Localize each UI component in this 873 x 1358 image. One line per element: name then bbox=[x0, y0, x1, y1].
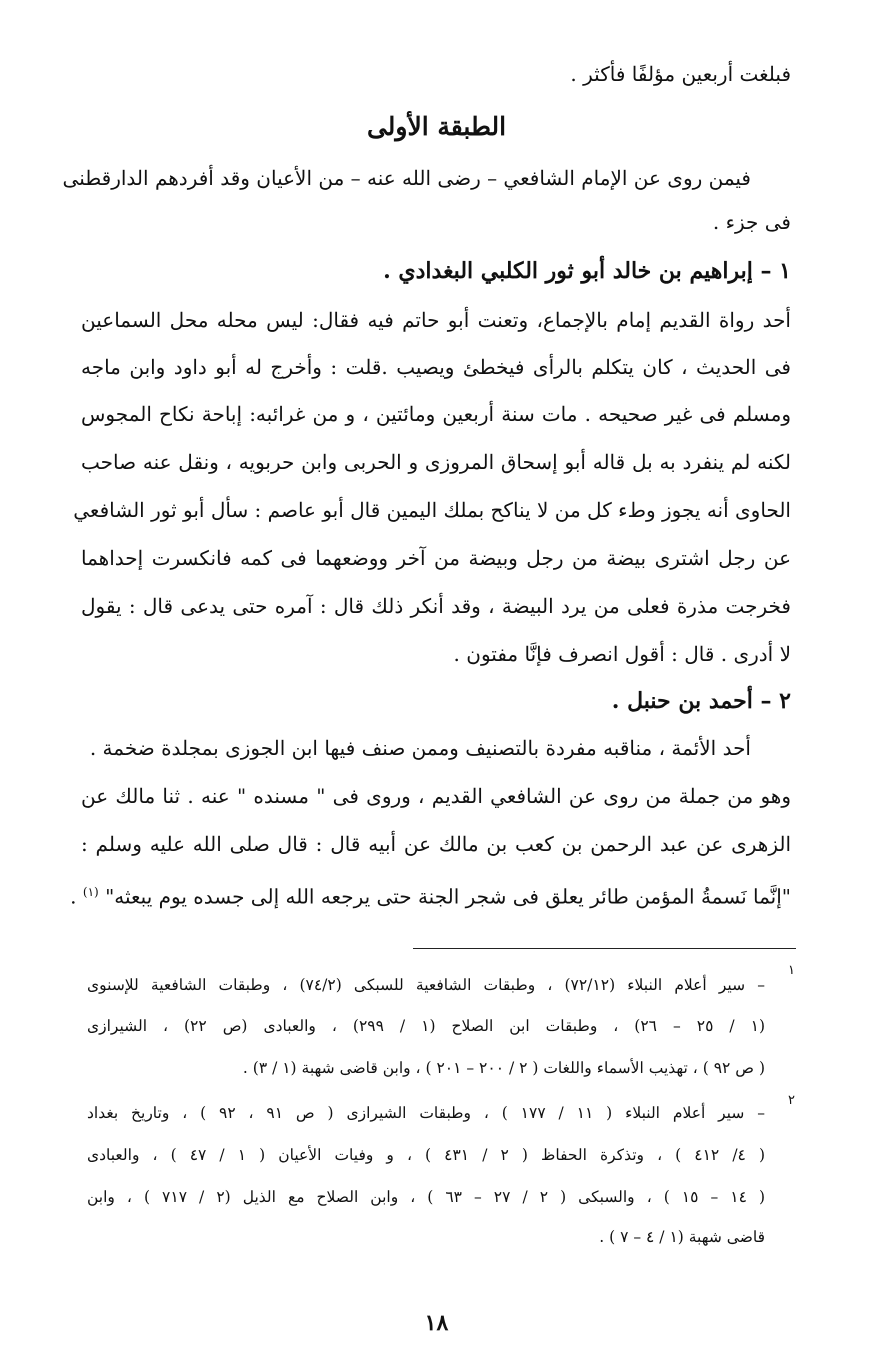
footnote-line: – سير أعلام النبلاء ( ١١ / ١٧٧ ) ، وطبقات الشيرازى ( ص ٩١ ، ٩٢ ) ، وتاريخ بغداد bbox=[87, 1104, 765, 1122]
entry-text-line: فخرجت مذرة فعلى من يرد البيضة ، وقد أنكر ذلك قال : آمره حتى يدعى قال : يقول bbox=[81, 594, 791, 618]
footnote-number: ٢ bbox=[788, 1093, 795, 1108]
footnote-reference: (١) bbox=[82, 885, 99, 899]
entry-title: إبراهيم بن خالد أبو ثور الكلبي البغدادي . bbox=[383, 258, 753, 284]
footnote-line: ( ص ٩٢ ) ، تهذيب الأسماء واللغات ( ٢ / ٢٠٠ – ٢٠١ ) ، وابن قاضى شهبة (١ / ٣) . bbox=[242, 1059, 765, 1077]
entry-text-line: الحاوى أنه يجوز وطء كل من لا يناكح بملك اليمين قال أبو عاصم : سأل أبو ثور الشافعي bbox=[73, 498, 791, 522]
footnote-line: ( ١٤ – ١٥ ) ، والسبكى ( ٢ / ٢٧ – ٦٣ ) ، وابن الصلاح مع الذيل (٢ / ٧١٧ ) ، وابن bbox=[87, 1188, 765, 1206]
entry-heading bbox=[81, 256, 791, 286]
entry-heading bbox=[81, 686, 791, 716]
entry-text-line: عن رجل اشترى بيضة من رجل وبيضة من آخر ووضعهما فى كمه فانكسرت إحداهما bbox=[81, 546, 791, 570]
section-title: الطبقة الأولى bbox=[366, 112, 507, 141]
entry-text-line: أحد الأئمة ، مناقبه مفردة بالتصنيف وممن صنف فيها ابن الجوزى بمجلدة ضخمة . bbox=[89, 736, 751, 760]
section-intro-line: فيمن روى عن الإمام الشافعي – رضى الله عنه – من الأعيان وقد أفردهم الدارقطنى bbox=[62, 166, 751, 190]
footnote-line: قاضى شهبة (١ / ٤ – ٧ ) . bbox=[599, 1228, 765, 1246]
entry-text-line: أحد رواة القديم إمام بالإجماع، وتعنت أبو حاتم فيه فقال: ليس محله محل السماعين bbox=[81, 308, 791, 332]
entry-text-line: لا أدرى . قال : أقول انصرف فإنَّا مفتون . bbox=[453, 642, 791, 666]
page-number: ١٨ bbox=[424, 1310, 449, 1336]
entry-text-line: ومسلم فى غير صحيحه . مات سنة أربعين ومائتين ، و من غرائبه: إباحة نكاح المجوس bbox=[81, 402, 791, 426]
footnote-line: – سير أعلام النبلاء (٧٢/١٢) ، وطبقات الشافعية للسبكى (٧٤/٢) ، وطبقات الشافعية للإسنوى bbox=[87, 976, 765, 994]
section-intro-line: فى جزء . bbox=[712, 210, 791, 234]
intro-line: فبلغت أربعين مؤلفًا فأكثر . bbox=[570, 62, 791, 86]
end-mark: . bbox=[70, 884, 77, 909]
entry-text-line bbox=[70, 878, 791, 911]
footnote-divider bbox=[413, 948, 796, 949]
entry-number: ١ – bbox=[760, 258, 791, 284]
entry-text-line: الزهرى عن عبد الرحمن بن كعب بن مالك عن أبيه قال : قال صلى الله عليه وسلم : bbox=[81, 832, 791, 856]
entry-text-line: وهو من جملة من روى عن الشافعي القديم ، وروى فى " مسنده " عنه . ثنا مالك عن bbox=[81, 784, 791, 808]
footnote-line: (١ / ٢٥ – ٢٦) ، وطبقات ابن الصلاح (١ / ٢٩٩) ، والعبادى (ص ٢٢) ، الشيرازى bbox=[87, 1017, 766, 1035]
quoted-hadith: "إنَّما نَسمةُ المؤمن طائر يعلق فى شجر الجنة حتى يرجعه الله إلى جسده يوم يبعثه" bbox=[105, 884, 791, 909]
footnote-line: ( ٤/ ٤١٢ ) ، وتذكرة الحفاظ ( ٢ / ٤٣١ ) ، و وفيات الأعيان ( ١ / ٤٧ ) ، والعبادى bbox=[87, 1146, 765, 1164]
footnote-number: ١ bbox=[788, 963, 795, 978]
entry-text-line: فى الحديث ، كان يتكلم بالرأى فيخطئ ويصيب .قلت : وأخرج له أبو داود وابن ماجه bbox=[81, 355, 791, 379]
entry-number: ٢ – bbox=[760, 688, 791, 714]
entry-title: أحمد بن حنبل . bbox=[611, 688, 753, 714]
entry-text-line: لكنه لم ينفرد به بل قاله أبو إسحاق المروزى و الحربى وابن حربويه ، ونقل عنه صاحب bbox=[81, 450, 791, 474]
